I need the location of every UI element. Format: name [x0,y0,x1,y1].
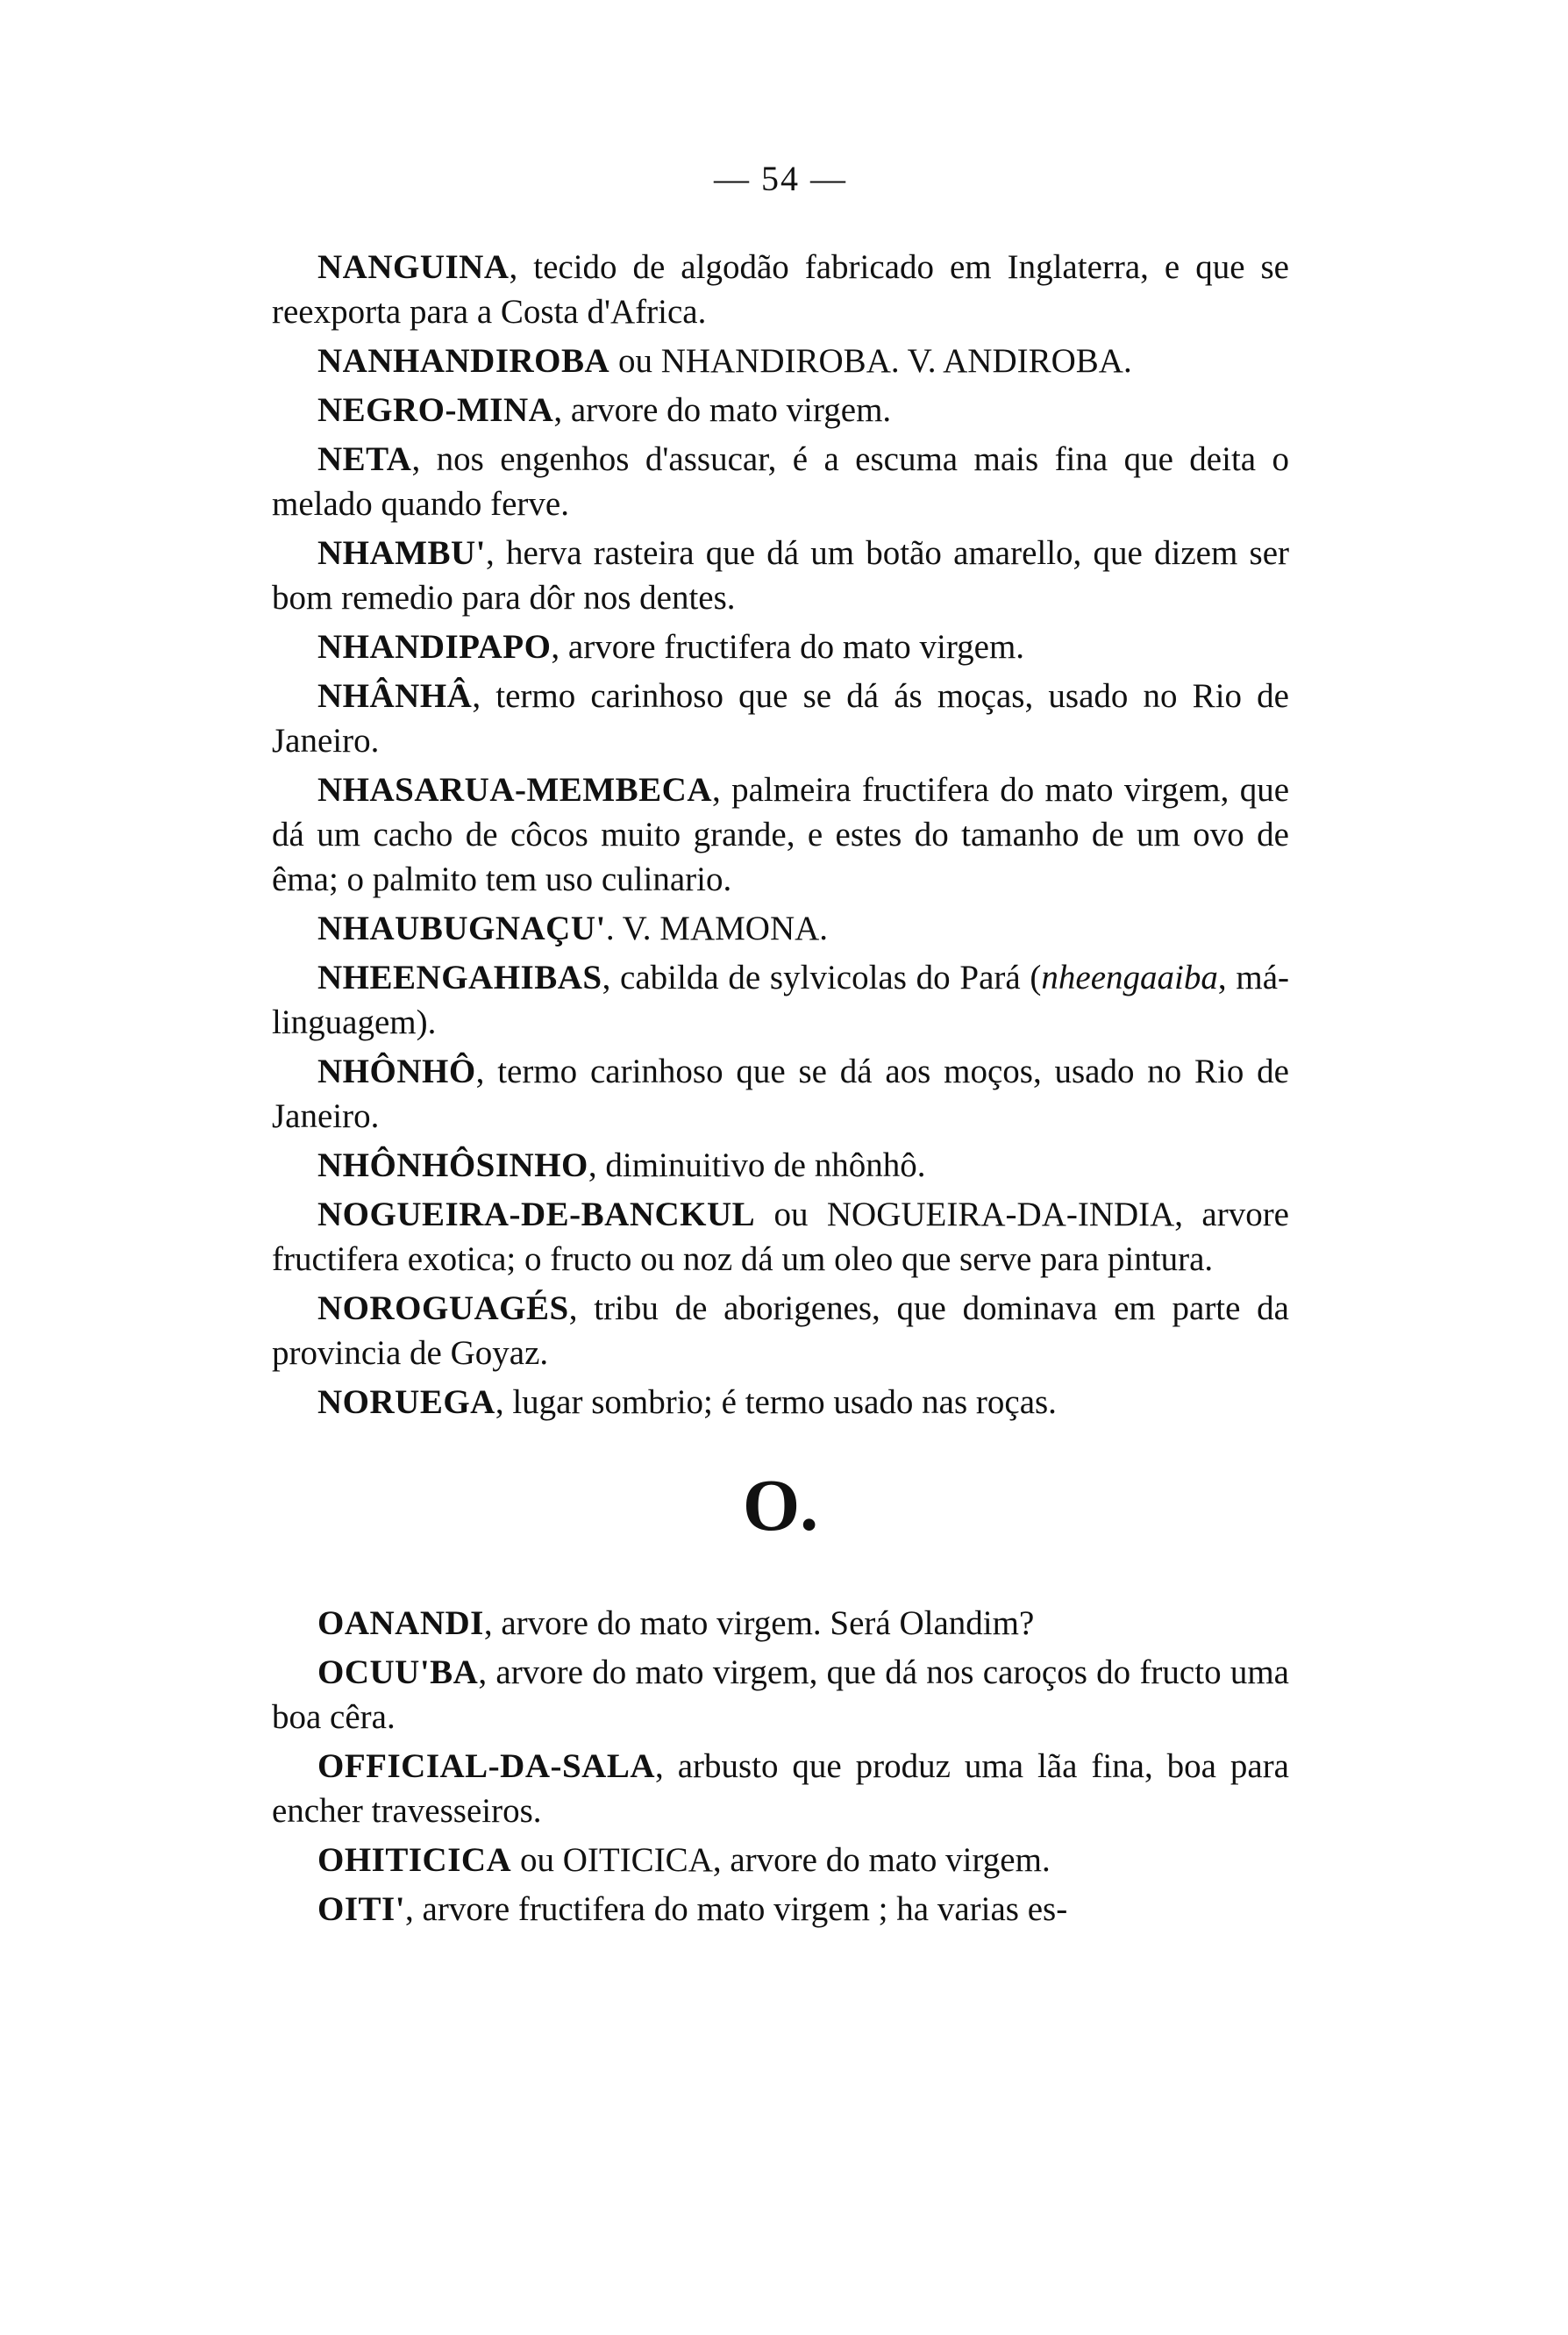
headword: OANANDI [317,1604,484,1642]
entry-noroguages [272,1286,1289,1375]
entry-nhanha [272,674,1289,763]
entry-noruega [272,1380,1289,1425]
definition: , arvore do mato virgem, que dá nos caroços do fructo uma boa cêra. [272,1653,1289,1736]
entry-ocuuba [272,1650,1289,1739]
definition: , arvore do mato virgem. [553,391,892,429]
definition-end: , má-linguagem). [272,959,1289,1041]
entry-nhonhosinho [272,1143,1289,1188]
definition: , lugar sombrio; é termo usado nas roças. [495,1383,1057,1421]
entry-nhasarua-membeca [272,768,1289,902]
entry-nogueira-de-banckul [272,1192,1289,1282]
headword: OFFICIAL-DA-SALA [317,1747,656,1785]
entry-nhaubugnacu [272,906,1289,951]
headword: NHAMBU' [317,534,486,572]
headword: NHÔNHÔ [317,1053,476,1090]
headword: OCUU'BA [317,1653,479,1691]
dictionary-page [272,158,1289,1936]
section-heading-o: O. [742,1465,819,1546]
definition: ou NHANDIROBA. V. ANDIROBA. [609,342,1132,380]
headword: NANHANDIROBA [317,342,610,380]
entries-o [272,1601,1289,1932]
entry-oanandi [272,1601,1289,1646]
entry-official-da-sala [272,1744,1289,1833]
headword: NORUEGA [317,1383,495,1421]
entry-nhambu [272,531,1289,620]
entry-nheengahibas [272,955,1289,1045]
headword: OITI' [317,1890,406,1928]
entry-nanguina [272,245,1289,334]
entry-ohiticica [272,1838,1289,1882]
definition: , nos engenhos d'assucar, é a escuma mais fina que deita o melado quando ferve. [272,440,1289,523]
definition: , diminuitivo de nhônhô. [588,1146,926,1184]
headword: NEGRO-MINA [317,391,554,429]
definition: , termo carinhoso que se dá aos moços, usado no Rio de Janeiro. [272,1053,1289,1135]
definition: , arbusto que produz uma lãa fina, boa para encher travesseiros. [272,1747,1289,1830]
definition: , tribu de aborigenes, que dominava em parte da provincia de Goyaz. [272,1289,1289,1372]
page-number: — 54 — [714,159,847,198]
definition: , tecido de algodão fabricado em Inglaterra, e que se reexporta para a Costa d'Africa. [272,248,1289,331]
definition: , herva rasteira que dá um botão amarello, que dizem ser bom remedio para dôr nos dentes. [272,534,1289,617]
definition: ou NOGUEIRA-DA-INDIA, arvore fructifera exotica; o fructo ou noz dá um oleo que serve para pintura. [272,1196,1289,1278]
entry-oiti [272,1887,1289,1932]
definition: , arvore fructifera do mato virgem ; ha varias es- [405,1890,1068,1928]
headword: NOGUEIRA-DE-BANCKUL [317,1196,756,1233]
definition: , arvore fructifera do mato virgem. [551,628,1025,666]
headword: NANGUINA [317,248,510,286]
definition: , palmeira fructifera do mato virgem, que dá um cacho de côcos muito grande, e estes do tamanho de um ovo de êma; o palmito tem uso culinario. [272,771,1289,898]
etymology: nheengaaiba [1041,959,1218,996]
entry-nhonho [272,1049,1289,1139]
definition: , cabilda de sylvicolas do Pará ( [602,959,1042,996]
headword: NHÂNHÂ [317,677,473,715]
headword: NETA [317,440,412,478]
headword: NHEENGAHIBAS [317,959,602,996]
definition: . V. MAMONA. [605,910,829,947]
definition: ou OITICICA, arvore do mato virgem. [511,1841,1051,1879]
headword: NHASARUA-MEMBECA [317,771,712,809]
entry-nhandipapo [272,625,1289,669]
definition: , termo carinhoso que se dá ás moças, usado no Rio de Janeiro. [272,677,1289,760]
entry-nanhandiroba [272,339,1289,383]
headword: NHÔNHÔSINHO [317,1146,588,1184]
headword: NOROGUAGÉS [317,1289,569,1327]
headword: NHAUBUGNAÇU' [317,910,606,947]
entry-neta [272,437,1289,526]
headword: OHITICICA [317,1841,512,1879]
definition: , arvore do mato virgem. Será Olandim? [483,1604,1035,1642]
entry-negro-mina [272,388,1289,432]
entries-n [272,245,1289,1425]
headword: NHANDIPAPO [317,628,552,666]
